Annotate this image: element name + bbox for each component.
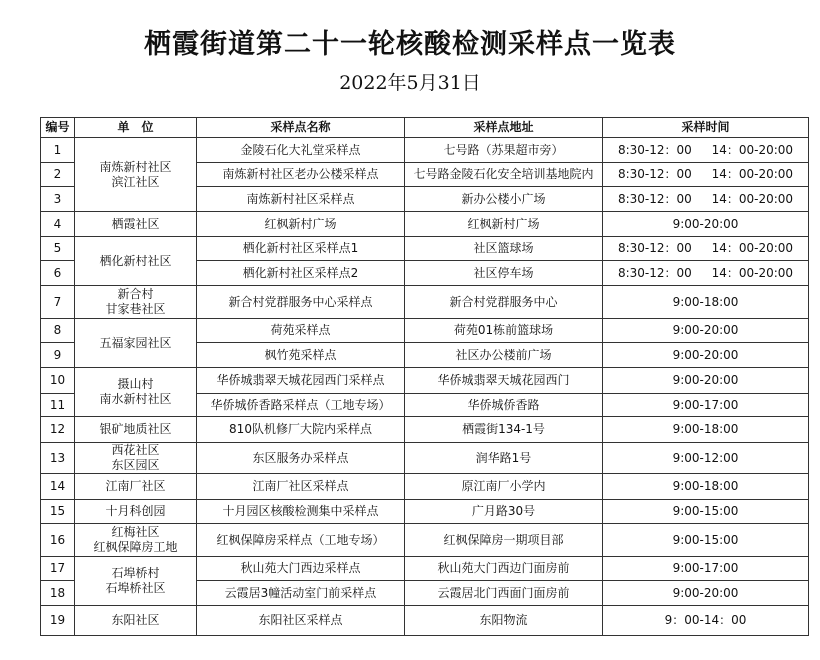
site-address: 七号路（苏果超市旁） bbox=[405, 138, 603, 163]
unit-name: 摄山村 bbox=[117, 377, 154, 391]
table-header-row bbox=[41, 118, 809, 138]
unit-name: 红枫保障房工地 bbox=[93, 540, 178, 554]
unit-cell bbox=[75, 557, 197, 606]
unit-name: 石埠桥村 bbox=[111, 566, 160, 580]
site-name: 华侨城侨香路采样点（工地专场） bbox=[197, 394, 405, 417]
site-name: 枫竹苑采样点 bbox=[197, 343, 405, 368]
row-number: 17 bbox=[41, 557, 75, 581]
row-number: 9 bbox=[41, 343, 75, 368]
sampling-time: 9:00-17:00 bbox=[603, 557, 809, 581]
unit-name: 甘家巷社区 bbox=[105, 302, 166, 316]
site-address: 红枫新村广场 bbox=[405, 212, 603, 237]
site-name: 十月园区核酸检测集中采样点 bbox=[197, 500, 405, 524]
row-number: 3 bbox=[41, 187, 75, 212]
document-date: 2022年5月31日 bbox=[339, 72, 481, 94]
unit-cell bbox=[75, 474, 197, 500]
unit-cell bbox=[75, 368, 197, 417]
sampling-time: 9:00-20:00 bbox=[603, 581, 809, 606]
table-row bbox=[41, 606, 809, 636]
sampling-time: 9:00-17:00 bbox=[603, 394, 809, 417]
unit-name: 南水新村社区 bbox=[99, 392, 172, 406]
site-name: 新合村党群服务中心采样点 bbox=[197, 286, 405, 319]
site-name: 华侨城翡翠天城花园西门采样点 bbox=[197, 368, 405, 394]
row-number: 16 bbox=[41, 524, 75, 557]
table-row bbox=[41, 557, 809, 581]
unit-cell bbox=[75, 524, 197, 557]
site-address: 云霞居北门西面门面房前 bbox=[405, 581, 603, 606]
site-address: 原江南厂小学内 bbox=[405, 474, 603, 500]
sampling-time: 9：00-14：00 bbox=[603, 606, 809, 636]
site-name: 金陵石化大礼堂采样点 bbox=[197, 138, 405, 163]
table-row bbox=[41, 474, 809, 500]
site-address: 华侨城翡翠天城花园西门 bbox=[405, 368, 603, 394]
row-number: 10 bbox=[41, 368, 75, 394]
site-address: 社区停车场 bbox=[405, 261, 603, 286]
header-time: 采样时间 bbox=[603, 118, 809, 138]
site-address: 广月路30号 bbox=[405, 500, 603, 524]
table-row bbox=[41, 319, 809, 343]
table-row bbox=[41, 443, 809, 474]
row-number: 2 bbox=[41, 163, 75, 187]
row-number: 13 bbox=[41, 443, 75, 474]
unit-name: 栖化新村社区 bbox=[99, 253, 172, 268]
header-unit: 单 位 bbox=[75, 118, 197, 138]
unit-cell bbox=[75, 138, 197, 212]
unit-cell bbox=[75, 500, 197, 524]
site-name: 云霞居3幢活动室门前采样点 bbox=[197, 581, 405, 606]
table-row bbox=[41, 500, 809, 524]
unit-cell bbox=[75, 606, 197, 636]
row-number: 6 bbox=[41, 261, 75, 286]
site-name: 秋山苑大门西边采样点 bbox=[197, 557, 405, 581]
row-number: 7 bbox=[41, 286, 75, 319]
unit-name: 江南厂社区 bbox=[105, 479, 166, 493]
unit-name: 南炼新村社区 bbox=[99, 159, 172, 174]
site-name: 810队机修厂大院内采样点 bbox=[197, 417, 405, 443]
sampling-time: 8:30-12：00 14：00-20:00 bbox=[603, 163, 809, 187]
row-number: 18 bbox=[41, 581, 75, 606]
unit-name: 滨江社区 bbox=[111, 174, 160, 189]
table-row bbox=[41, 286, 809, 319]
site-address: 秋山苑大门西边门面房前 bbox=[405, 557, 603, 581]
site-address: 七号路金陵石化安全培训基地院内 bbox=[405, 163, 603, 187]
unit-cell bbox=[75, 237, 197, 286]
row-number: 8 bbox=[41, 319, 75, 343]
sampling-time: 9:00-20:00 bbox=[603, 343, 809, 368]
row-number: 11 bbox=[41, 394, 75, 417]
row-number: 19 bbox=[41, 606, 75, 636]
site-name: 东区服务办采样点 bbox=[197, 443, 405, 474]
site-address: 新合村党群服务中心 bbox=[405, 286, 603, 319]
sampling-time: 8:30-12：00 14：00-20:00 bbox=[603, 261, 809, 286]
row-number: 14 bbox=[41, 474, 75, 500]
unit-name: 西花社区 bbox=[111, 443, 160, 457]
site-address: 红枫保障房一期项目部 bbox=[405, 524, 603, 557]
sampling-time: 9:00-20:00 bbox=[603, 212, 809, 237]
unit-name: 石埠桥社区 bbox=[105, 581, 166, 595]
sampling-time: 9:00-15:00 bbox=[603, 500, 809, 524]
row-number: 5 bbox=[41, 237, 75, 261]
site-name: 栖化新村社区采样点2 bbox=[197, 261, 405, 286]
sampling-time: 8:30-12：00 14：00-20:00 bbox=[603, 237, 809, 261]
table-row bbox=[41, 212, 809, 237]
table-body bbox=[41, 138, 809, 636]
site-name: 红枫新村广场 bbox=[197, 212, 405, 237]
site-address: 华侨城侨香路 bbox=[405, 394, 603, 417]
row-number: 15 bbox=[41, 500, 75, 524]
unit-name: 红梅社区 bbox=[111, 525, 160, 539]
unit-cell bbox=[75, 286, 197, 319]
unit-name: 银矿地质社区 bbox=[99, 422, 172, 436]
row-number: 4 bbox=[41, 212, 75, 237]
sampling-time: 9:00-20:00 bbox=[603, 368, 809, 394]
unit-name: 东区园区 bbox=[111, 458, 160, 472]
unit-cell bbox=[75, 443, 197, 474]
table-row bbox=[41, 237, 809, 261]
unit-cell bbox=[75, 417, 197, 443]
sampling-time: 9:00-15:00 bbox=[603, 524, 809, 557]
site-name: 红枫保障房采样点（工地专场） bbox=[197, 524, 405, 557]
header-name: 采样点名称 bbox=[197, 118, 405, 138]
table-row bbox=[41, 138, 809, 163]
table-row bbox=[41, 524, 809, 557]
sampling-time: 9:00-18:00 bbox=[603, 286, 809, 319]
site-address: 社区篮球场 bbox=[405, 237, 603, 261]
site-address: 荷苑01栋前篮球场 bbox=[405, 319, 603, 343]
header-num: 编号 bbox=[41, 118, 75, 138]
row-number: 1 bbox=[41, 138, 75, 163]
site-name: 栖化新村社区采样点1 bbox=[197, 237, 405, 261]
unit-name: 栖霞社区 bbox=[111, 216, 160, 231]
sampling-time: 9:00-20:00 bbox=[603, 319, 809, 343]
site-name: 荷苑采样点 bbox=[197, 319, 405, 343]
site-name: 东阳社区采样点 bbox=[197, 606, 405, 636]
sampling-sites-table bbox=[40, 117, 809, 636]
site-address: 栖霞街134-1号 bbox=[405, 417, 603, 443]
site-address: 新办公楼小广场 bbox=[405, 187, 603, 212]
site-name: 南炼新村社区老办公楼采样点 bbox=[197, 163, 405, 187]
document-title: 栖霞街道第二十一轮核酸检测采样点一览表 bbox=[144, 29, 676, 60]
site-name: 南炼新村社区采样点 bbox=[197, 187, 405, 212]
sampling-time: 9:00-18:00 bbox=[603, 417, 809, 443]
unit-cell bbox=[75, 212, 197, 237]
header-addr: 采样点地址 bbox=[405, 118, 603, 138]
site-name: 江南厂社区采样点 bbox=[197, 474, 405, 500]
table-row bbox=[41, 417, 809, 443]
unit-name: 十月科创园 bbox=[105, 504, 166, 518]
sampling-time: 9:00-18:00 bbox=[603, 474, 809, 500]
unit-name: 新合村 bbox=[117, 287, 154, 301]
unit-cell bbox=[75, 319, 197, 368]
unit-name: 五福家园社区 bbox=[99, 335, 172, 350]
site-address: 东阳物流 bbox=[405, 606, 603, 636]
sampling-time: 8:30-12：00 14：00-20:00 bbox=[603, 138, 809, 163]
row-number: 12 bbox=[41, 417, 75, 443]
site-address: 润华路1号 bbox=[405, 443, 603, 474]
site-address: 社区办公楼前广场 bbox=[405, 343, 603, 368]
sampling-time: 8:30-12：00 14：00-20:00 bbox=[603, 187, 809, 212]
sampling-time: 9:00-12:00 bbox=[603, 443, 809, 474]
table-row bbox=[41, 368, 809, 394]
unit-name: 东阳社区 bbox=[111, 613, 160, 627]
